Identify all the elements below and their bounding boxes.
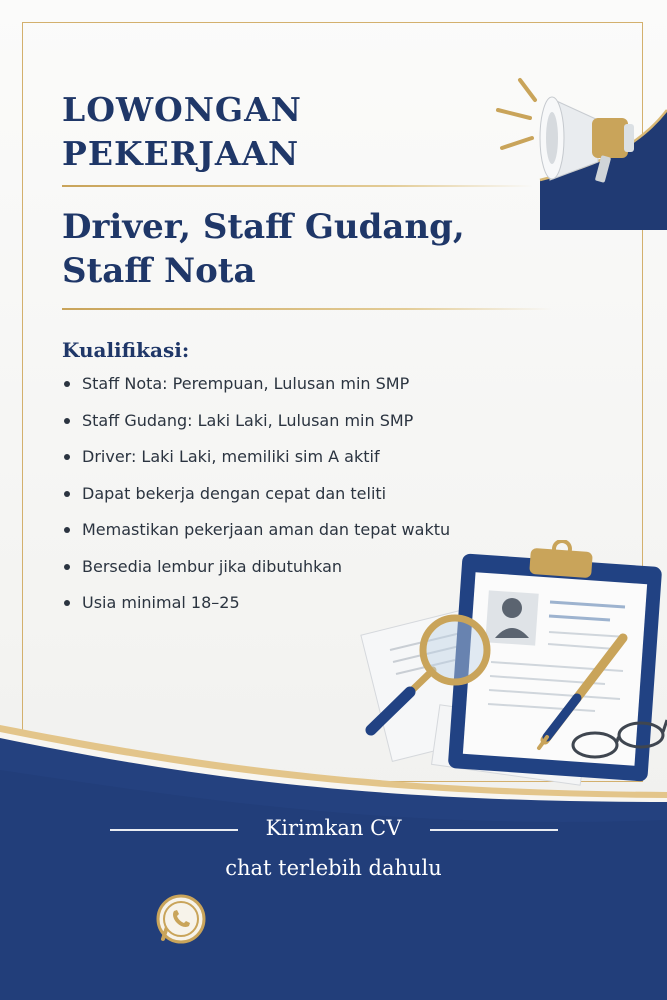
bullet-icon xyxy=(64,600,70,606)
poster-title xyxy=(62,88,302,176)
qualification-text: Driver: Laki Laki, memiliki sim A aktif xyxy=(82,447,380,466)
qualification-text: Staff Nota: Perempuan, Lulusan min SMP xyxy=(82,374,410,393)
qualification-text: Dapat bekerja dengan cepat dan teliti xyxy=(82,483,387,503)
job-positions xyxy=(62,205,465,293)
gold-divider xyxy=(62,308,552,310)
bullet-icon xyxy=(64,527,70,533)
list-item xyxy=(62,445,450,482)
cta-chat-first: chat terlebih dahulu xyxy=(225,856,442,880)
bullet-icon xyxy=(64,381,70,387)
title-line-1: LOWONGAN xyxy=(62,90,302,129)
qualification-text: Bersedia lembur jika dibutuhkan xyxy=(82,556,343,576)
list-item xyxy=(62,409,450,446)
qualification-text: Memastikan pekerjaan aman dan tepat waktu xyxy=(82,520,451,539)
megaphone-icon xyxy=(480,70,667,230)
cta-send-cv: Kirimkan CV xyxy=(265,816,402,840)
list-item xyxy=(62,482,450,519)
qualifications-heading: Kualifikasi: xyxy=(62,338,190,362)
whatsapp-icon[interactable] xyxy=(155,893,207,945)
bullet-icon xyxy=(64,418,70,424)
list-item xyxy=(62,372,450,409)
bullet-icon xyxy=(64,564,70,570)
title-line-2: PEKERJAAN xyxy=(62,134,300,173)
bottom-wave xyxy=(0,690,667,1000)
positions-line-2: Staff Nota xyxy=(62,251,256,291)
qualification-text: Usia minimal 18–25 xyxy=(82,593,240,612)
gold-divider xyxy=(62,185,532,187)
bullet-icon xyxy=(64,491,70,497)
bullet-icon xyxy=(64,454,70,460)
qualification-text: Staff Gudang: Laki Laki, Lulusan min SMP xyxy=(82,410,414,430)
positions-line-1: Driver, Staff Gudang, xyxy=(62,207,465,247)
